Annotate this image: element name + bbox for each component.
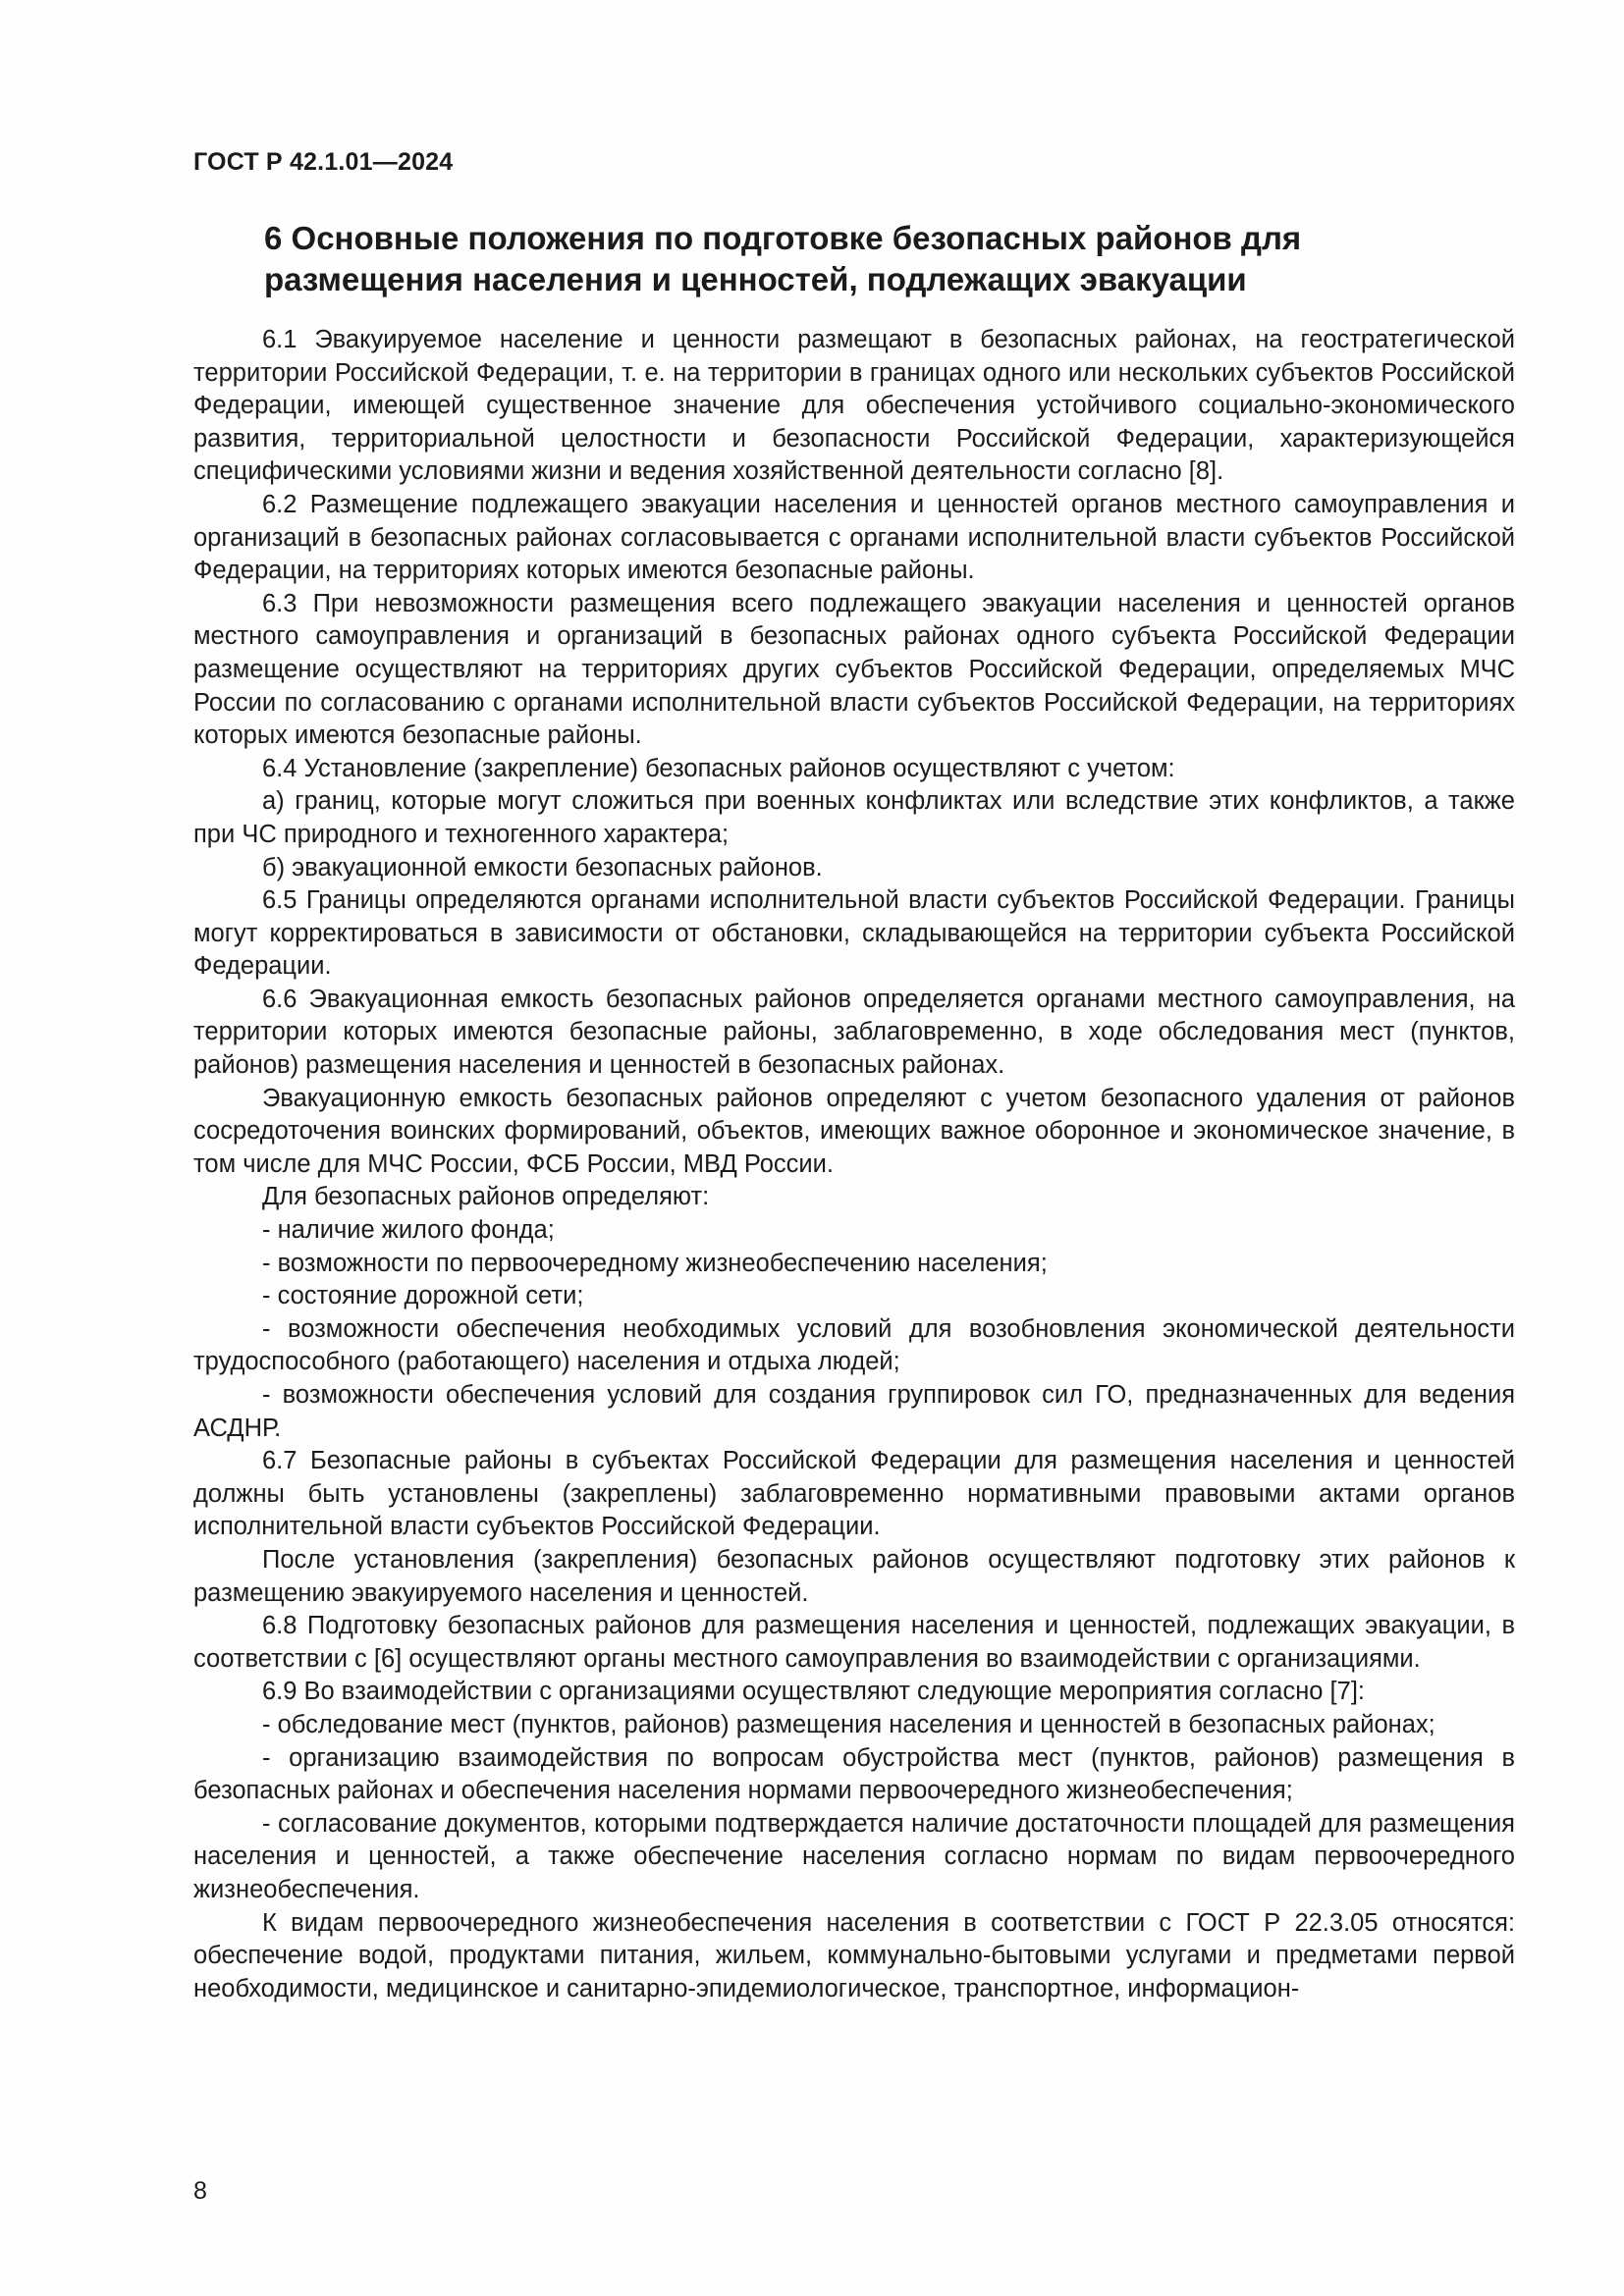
page-number: 8 <box>193 2177 207 2205</box>
list-item-housing: - наличие жилого фонда; <box>262 1216 555 1245</box>
paragraph-6-2: 6.2 Размещение подлежащего эвакуации населения и ценностей органов местного самоуправления и организаций в безопасных районах согласовывается с органами исполнительной власти субъектов Российской Федерации, на территориях которых имеются безопасные районы. <box>193 490 1515 585</box>
paragraph-6-7: 6.7 Безопасные районы в субъектах Российской Федерации для размещения населения и ценностей должны быть установлены (закреплены) заблаговременно нормативными правовыми актами органов исполнительной власти субъектов Российской Федерации. <box>193 1447 1515 1541</box>
paragraph-6-8: 6.8 Подготовку безопасных районов для размещения населения и ценностей, подлежащих эвакуации, в соответствии с [6] осуществляют органы местного самоуправления во взаимодействии с организациями. <box>193 1612 1515 1673</box>
paragraph-6-5: 6.5 Границы определяются органами исполнительной власти субъектов Российской Федерации. Границы могут корректироваться в зависимости от обстановки, складывающейся на территории субъекта Российской Федерации. <box>193 886 1515 981</box>
list-item-b: б) эвакуационной емкости безопасных районов. <box>262 853 823 881</box>
list-item-document-approval: - согласование документов, которыми подтверждается наличие достаточности площадей для размещения населения и ценностей, а также обеспечение населения согласно нормам по видам первоочередного жизнеобеспечения. <box>193 1809 1515 1903</box>
paragraph-6-4: 6.4 Установление (закрепление) безопасных районов осуществляют с учетом: <box>262 754 1175 782</box>
page-content <box>193 218 1515 2005</box>
paragraph-evacuation-capacity: Эвакуационную емкость безопасных районов определяют с учетом безопасного удаления от районов сосредоточения воинских формирований, объектов, имеющих важное оборонное и экономическое значение, в том числе для МЧС России, ФСБ России, МВД России. <box>193 1084 1515 1178</box>
paragraph-determine-intro: Для безопасных районов определяют: <box>262 1183 710 1211</box>
list-item-economic-activity: - возможности обеспечения необходимых условий для возобновления экономической деятельности трудоспособного (работающего) населения и отдыха людей; <box>193 1314 1515 1376</box>
section-title-line-2: размещения населения и ценностей, подлежащих эвакуации <box>264 261 1247 297</box>
document-code-header: ГОСТ Р 42.1.01—2024 <box>193 148 454 176</box>
paragraph-6-1: 6.1 Эвакуируемое население и ценности размещают в безопасных районах, на геостратегической территории Российской Федерации, т. е. на территории в границах одного или нескольких субъектов Российской Федерации, имеющей существенное значение для обеспечения устойчивого социально-экономического развития, территориальной целостности и безопасности Российской Федерации, характеризующейся специфическими условиями жизни и ведения хозяйственной деятельности согласно [8]. <box>193 326 1515 486</box>
list-item-coordination: - организацию взаимодействия по вопросам обустройства мест (пунктов, районов) размещения в безопасных районах и обеспечения населения нормами первоочередного жизнеобеспечения; <box>193 1743 1515 1805</box>
list-item-a: а) границ, которые могут сложиться при военных конфликтах или вследствие этих конфликтов, а также при ЧС природного и техногенного характера; <box>193 787 1515 848</box>
section-title-line-1: 6 Основные положения по подготовке безопасных районов для <box>264 220 1302 256</box>
list-item-road-network: - состояние дорожной сети; <box>262 1282 584 1310</box>
paragraph-6-6: 6.6 Эвакуационная емкость безопасных районов определяется органами местного самоуправления, на территории которых имеются безопасные районы, заблаговременно, в ходе обследования мест (пунктов, районов) размещения населения и ценностей в безопасных районах. <box>193 985 1515 1080</box>
paragraph-life-support-types: К видам первоочередного жизнеобеспечения населения в соответствии с ГОСТ Р 22.3.05 относятся: обеспечение водой, продуктами питания, жильем, коммунально-бытовыми услугами и предметами первой необходимости, медицинское и санитарно-эпидемиологическое, транспортное, информацион- <box>193 1908 1515 2002</box>
paragraph-after-establishment: После установления (закрепления) безопасных районов осуществляют подготовку этих районов к размещению эвакуируемого населения и ценностей. <box>193 1545 1515 1607</box>
paragraph-6-9: 6.9 Во взаимодействии с организациями осуществляют следующие мероприятия согласно [7]: <box>262 1678 1365 1706</box>
list-item-survey: - обследование мест (пунктов, районов) размещения населения и ценностей в безопасных районах; <box>262 1710 1435 1738</box>
paragraph-6-3: 6.3 При невозможности размещения всего подлежащего эвакуации населения и ценностей органов местного самоуправления и организаций в безопасных районах одного субъекта Российской Федерации размещение осуществляют на территориях других субъектов Российской Федерации, определяемых МЧС России по согласованию с органами исполнительной власти субъектов Российской Федерации, на территориях которых имеются безопасные районы. <box>193 589 1515 750</box>
list-item-civil-defense: - возможности обеспечения условий для создания группировок сил ГО, предназначенных для ведения АСДНР. <box>193 1381 1515 1442</box>
section-title <box>193 218 1515 300</box>
list-item-life-support: - возможности по первоочередному жизнеобеспечению населения; <box>262 1249 1048 1277</box>
